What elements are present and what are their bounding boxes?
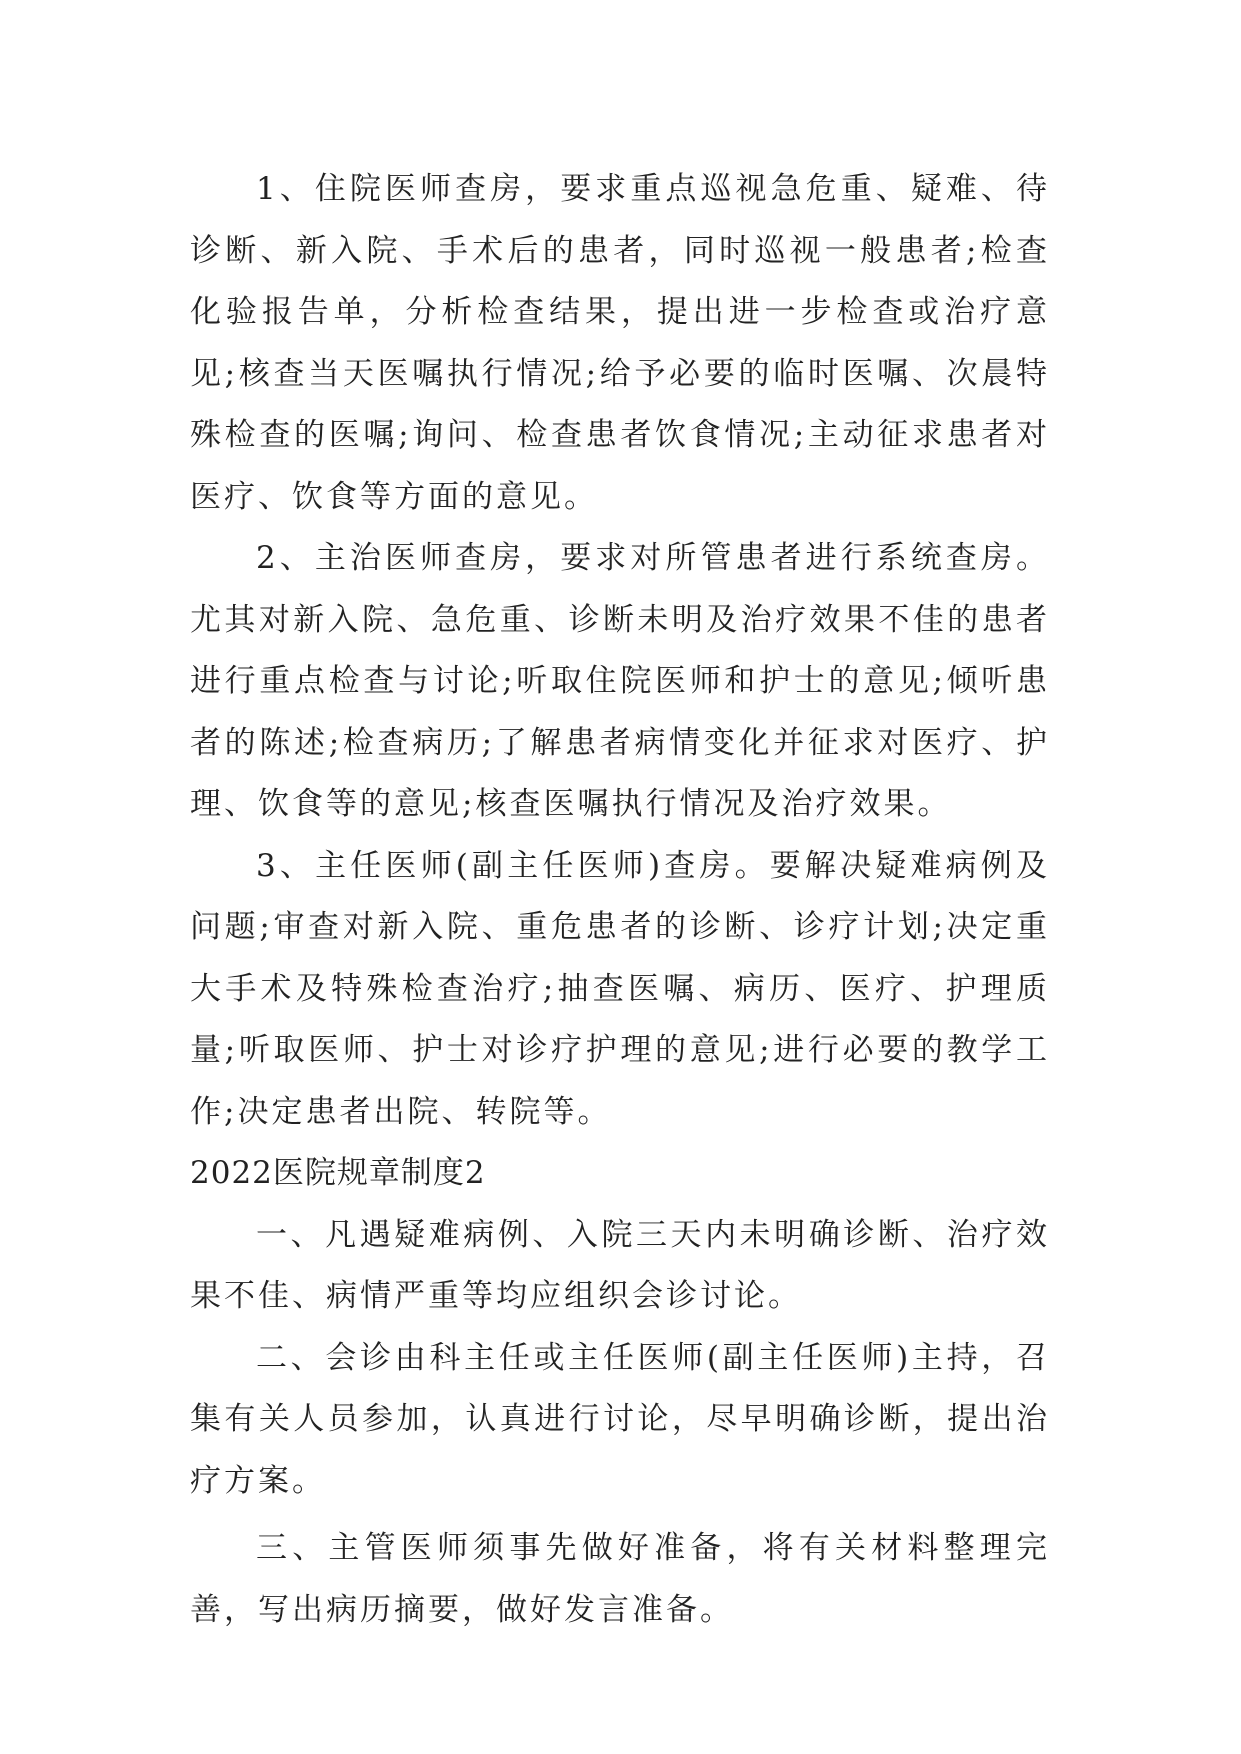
paragraph-attending-rounds: 2、主治医师查房，要求对所管患者进行系统查房。尤其对新入院、急危重、诊断未明及治疗效果不佳的患者进行重点检查与讨论;听取住院医师和护士的意见;倾听患者的陈述;检查病历;了解患者病情变化并征求对医疗、护理、饮食等的意见;核查医嘱执行情况及治疗效果。 (190, 540, 1050, 822)
section-heading: 2022医院规章制度2 (190, 1155, 486, 1191)
paragraph-resident-rounds: 1、住院医师查房，要求重点巡视急危重、疑难、待诊断、新入院、手术后的患者，同时巡视一般患者;检查化验报告单，分析检查结果，提出进一步检查或治疗意见;核查当天医嘱执行情况;给予必要的临时医嘱、次晨特殊检查的医嘱;询问、检查患者饮食情况;主动征求患者对医疗、饮食等方面的意见。 (190, 171, 1050, 515)
document-body (190, 159, 1050, 1641)
paragraph-chief-rounds: 3、主任医师(副主任医师)查房。要解决疑难病例及问题;审查对新入院、重危患者的诊断、诊疗计划;决定重大手术及特殊检查治疗;抽查医嘱、病历、医疗、护理质量;听取医师、护士对诊疗护理的意见;进行必要的教学工作;决定患者出院、转院等。 (190, 847, 1050, 1130)
paragraph-consultation-host: 二、会诊由科主任或主任医师(副主任医师)主持，召集有关人员参加，认真进行讨论，尽早明确诊断，提出治疗方案。 (190, 1339, 1050, 1499)
paragraph-consultation-preparation: 三、主管医师须事先做好准备，将有关材料整理完善，写出病历摘要，做好发言准备。 (190, 1530, 1050, 1628)
paragraph-consultation-conditions: 一、凡遇疑难病例、入院三天内未明确诊断、治疗效果不佳、病情严重等均应组织会诊讨论。 (190, 1216, 1050, 1314)
